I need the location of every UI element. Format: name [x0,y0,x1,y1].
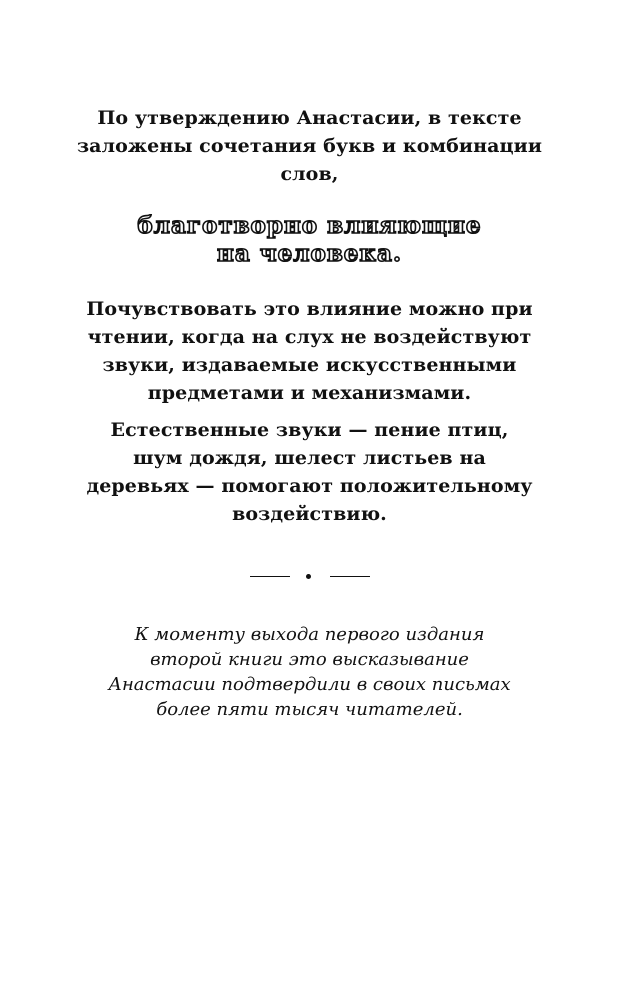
paragraph-line: воздействию. [232,503,387,525]
paragraph-natural-sounds [60,416,559,528]
divider-line-left [250,576,290,577]
intro-line: По утверждению Анастасии, в тексте [97,107,522,129]
paragraph-line: Естественные звуки — пение птиц, [110,419,509,441]
paragraph-listening [60,295,559,407]
divider-dot [306,574,311,579]
paragraph-line: предметами и механизмами. [147,382,472,404]
section-divider [250,572,370,582]
paragraph-line: Почувствовать это влияние можно при [86,298,533,320]
paragraph-line: чтении, когда на слух не воздействуют [87,326,532,348]
highlighted-phrase [60,212,559,268]
paragraph-line: звуки, издаваемые искусственными [102,354,517,376]
intro-line: слов, [280,163,339,185]
intro-paragraph [60,104,559,188]
divider-line-right [330,576,370,577]
note-line: более пяти тысяч читателей. [156,699,463,720]
publisher-note [60,622,559,722]
highlight-line: на человека. [217,240,402,267]
highlight-line: благотворно влияющие [137,212,482,239]
note-line: Анастасии подтвердили в своих письмах [108,674,511,695]
intro-line: заложены сочетания букв и комбинации [76,135,543,157]
note-line: второй книги это высказывание [150,649,469,670]
paragraph-line: деревьях — помогают положительному [86,475,533,497]
note-line: К моменту выхода первого издания [134,624,485,645]
paragraph-line: шум дождя, шелест листьев на [133,447,486,469]
